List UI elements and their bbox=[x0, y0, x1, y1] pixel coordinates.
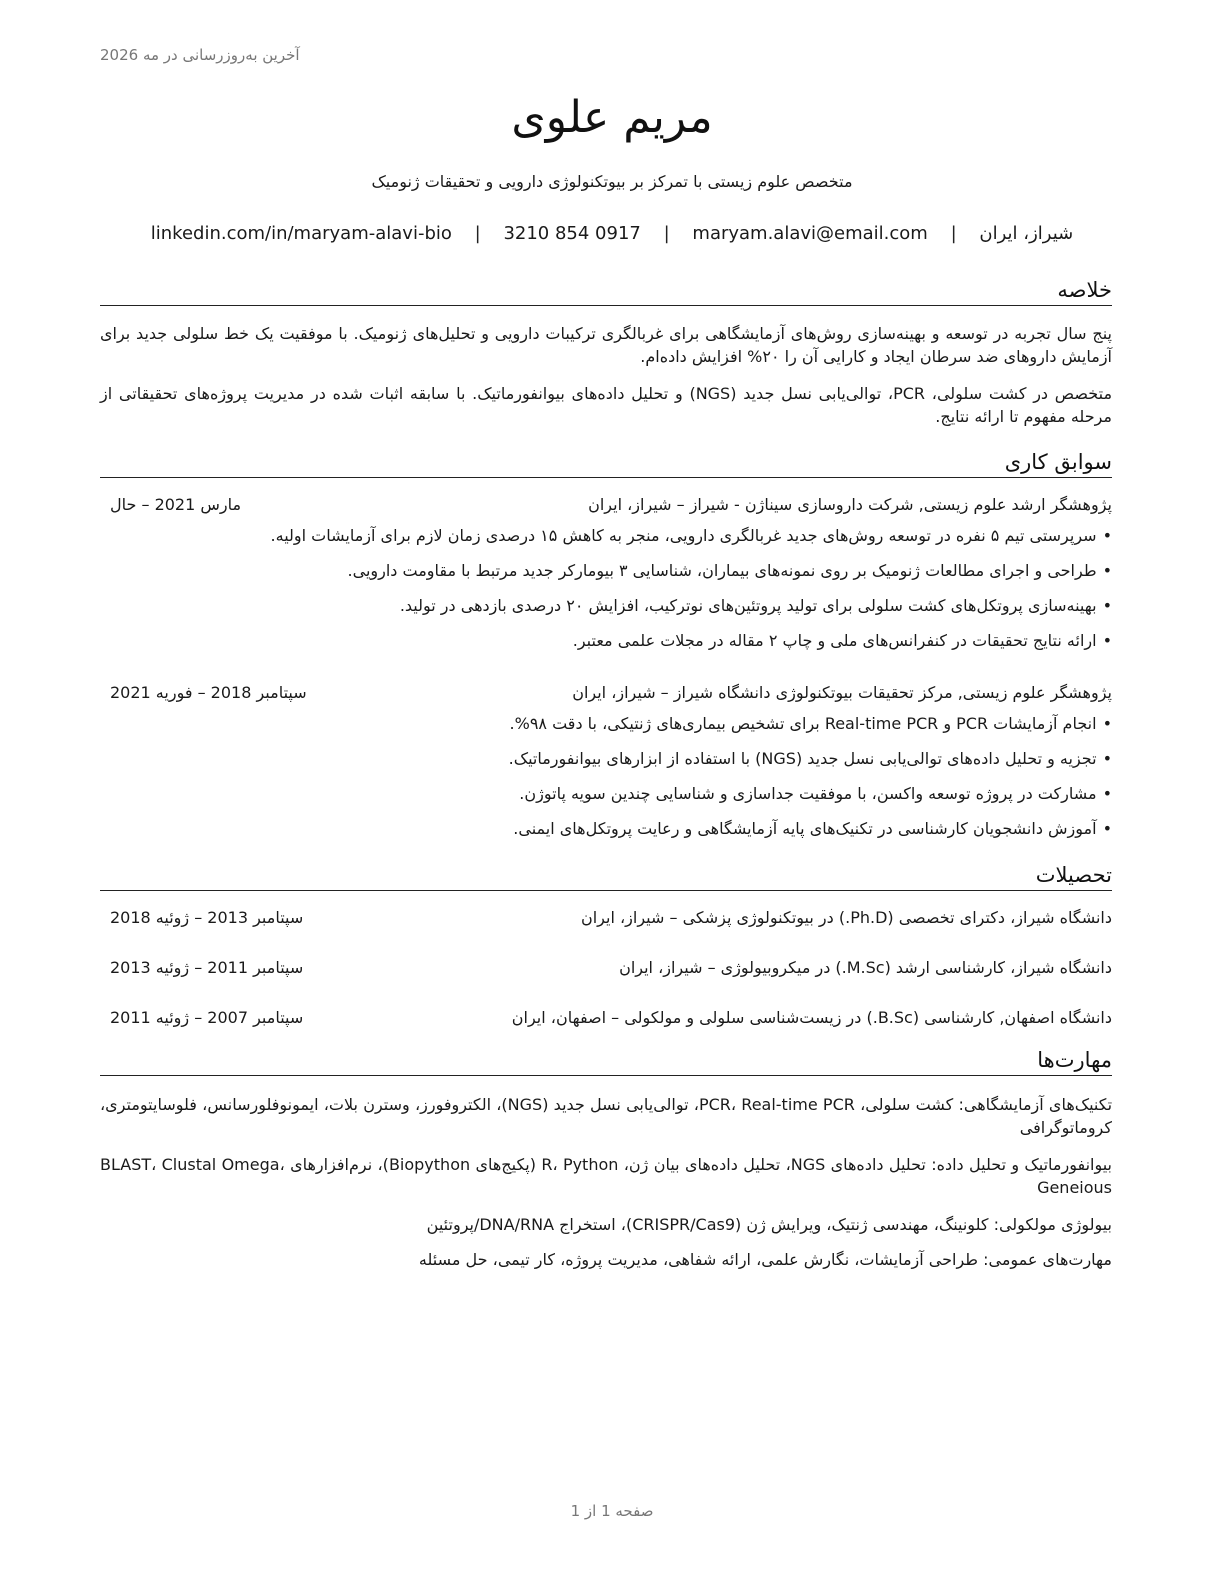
skill-line: تکنیک‌های آزمایشگاهی: کشت سلولی، PCR، Real-time PCR، توالی‌یابی نسل جدید (NGS)، الکتروفورز، وسترن بلات، ایمونوفلورسانس، فلوسایتومتری، کروماتوگرافی bbox=[100, 1095, 1113, 1137]
candidate-subtitle: متخصص علوم زیستی با تمرکز بر بیوتکنولوژی دارویی و تحقیقات ژنومیک bbox=[371, 172, 853, 191]
job-bullet: • انجام آزمایشات PCR و Real-time PCR برای تشخیص بیماری‌های ژنتیکی، با دقت ۹۸%. bbox=[100, 712, 1112, 736]
candidate-name: مریم علوی bbox=[511, 92, 713, 143]
job-bullet: • ارائه نتایج تحقیقات در کنفرانس‌های ملی و چاپ ۲ مقاله در مجلات علمی معتبر. bbox=[100, 629, 1112, 653]
skills-heading: مهارت‌ها bbox=[100, 1046, 1112, 1076]
contact-line bbox=[0, 223, 1224, 244]
job-bullet: • طراحی و اجرای مطالعات ژنومیک بر روی نمونه‌های بیماران، شناسایی ۳ بیومارکر جدید مرتبط با مقاومت دارویی. bbox=[100, 559, 1112, 583]
contact-separator: | bbox=[474, 223, 481, 244]
education-heading: تحصیلات bbox=[100, 861, 1112, 891]
contact-separator: | bbox=[663, 223, 670, 244]
education-dates: سپتامبر 2007 – ژوئیه 2011 bbox=[110, 1008, 304, 1027]
job-bullets bbox=[100, 712, 1112, 852]
summary-paragraph: پنج سال تجربه در توسعه و بهینه‌سازی روش‌های آزمایشگاهی برای غربالگری ترکیبات دارویی و تحلیل‌های ژنومیک. با موفقیت یک خط سلولی جدید برای آزمایش داروهای ضد سرطان ایجاد و کارایی آن را ۲۰% افزایش داده‌ام. bbox=[100, 324, 1112, 366]
education-degree: دانشگاه شیراز، کارشناسی ارشد (M.Sc.) در میکروبیولوژی – شیراز، ایران bbox=[619, 958, 1112, 977]
contact-linkedin-link[interactable]: linkedin.com/in/maryam-alavi-bio bbox=[150, 223, 452, 244]
job-bullet: • آموزش دانشجویان کارشناسی در تکنیک‌های پایه آزمایشگاهی و رعایت پروتکل‌های ایمنی. bbox=[100, 817, 1112, 841]
job-bullet: • بهینه‌سازی پروتکل‌های کشت سلولی برای تولید پروتئین‌های نوترکیب، افزایش ۲۰ درصدی بازدهی در تولید. bbox=[100, 594, 1112, 618]
job-role: پژوهشگر ارشد علوم زیستی, شرکت داروسازی سیناژن - شیراز – شیراز، ایران bbox=[588, 495, 1112, 514]
job-bullets bbox=[100, 524, 1112, 664]
contact-email-link[interactable]: maryam.alavi@email.com bbox=[692, 223, 928, 244]
skill-line: بیوانفورماتیک و تحلیل داده: تحلیل داده‌های NGS، تحلیل داده‌های بیان ژن، R، Python (پکیج‌های Biopython)، نرم‌افزارهای BLAST، Clustal Omega، Geneious bbox=[100, 1155, 1113, 1197]
education-degree: دانشگاه اصفهان, کارشناسی (B.Sc.) در زیست‌شناسی سلولی و مولکولی – اصفهان، ایران bbox=[511, 1008, 1112, 1027]
summary-paragraph: متخصص در کشت سلولی، PCR، توالی‌یابی نسل جدید (NGS) و تحلیل داده‌های بیوانفورماتیک. با سابقه اثبات شده در مدیریت پروژه‌های تحقیقاتی از مرحله مفهوم تا ارائه نتایج. bbox=[100, 384, 1113, 426]
last-updated-text: آخرین به‌روزرسانی در مه 2026 bbox=[100, 46, 300, 64]
job-bullet: • تجزیه و تحلیل داده‌های توالی‌یابی نسل جدید (NGS) با استفاده از ابزارهای بیوانفورماتیک. bbox=[100, 747, 1112, 771]
experience-heading: سوابق کاری bbox=[100, 448, 1112, 478]
job-role: پژوهشگر علوم زیستی, مرکز تحقیقات بیوتکنولوژی دانشگاه شیراز – شیراز، ایران bbox=[572, 683, 1112, 702]
job-bullet: • مشارکت در پروژه توسعه واکسن، با موفقیت جداسازی و شناسایی چندین سویه پاتوژن. bbox=[100, 782, 1112, 806]
contact-location: شیراز، ایران bbox=[979, 223, 1074, 244]
contact-phone: 3210 854 0917 bbox=[503, 223, 641, 244]
skill-line: مهارت‌های عمومی: طراحی آزمایشات، نگارش علمی، ارائه شفاهی، مدیریت پروژه، کار تیمی، حل مسئله bbox=[418, 1250, 1112, 1269]
contact-separator: | bbox=[950, 223, 957, 244]
education-dates: سپتامبر 2013 – ژوئیه 2018 bbox=[110, 908, 304, 927]
skill-line: بیولوژی مولکولی: کلونینگ، مهندسی ژنتیک، ویرایش ژن (CRISPR/Cas9)، استخراج DNA/RNA/پروتئین bbox=[426, 1215, 1112, 1234]
summary-heading: خلاصه bbox=[100, 276, 1112, 306]
job-dates: مارس 2021 – حال bbox=[110, 495, 242, 514]
job-dates: سپتامبر 2018 – فوریه 2021 bbox=[110, 683, 307, 702]
education-degree: دانشگاه شیراز، دکترای تخصصی (Ph.D.) در بیوتکنولوژی پزشکی – شیراز، ایران bbox=[580, 908, 1112, 927]
job-bullet: • سرپرستی تیم ۵ نفره در توسعه روش‌های جدید غربالگری دارویی، منجر به کاهش ۱۵ درصدی زمان لازم برای آزمایشات اولیه. bbox=[100, 524, 1112, 548]
education-dates: سپتامبر 2011 – ژوئیه 2013 bbox=[110, 958, 304, 977]
page-number: صفحه 1 از 1 bbox=[570, 1502, 654, 1520]
